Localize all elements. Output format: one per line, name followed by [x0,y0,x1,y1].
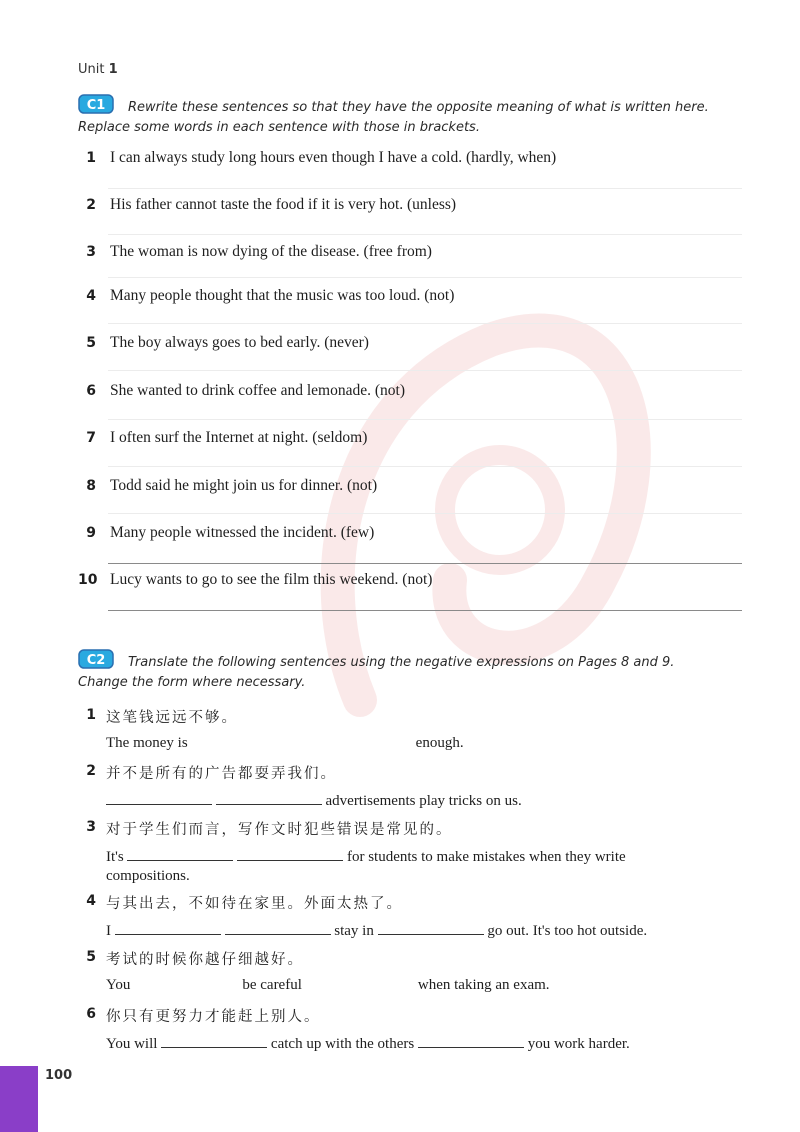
answer-blank[interactable] [115,920,221,935]
answer-blank[interactable] [418,1033,524,1048]
answer-blank[interactable] [378,920,484,935]
answer-line[interactable] [108,563,742,564]
answer-line[interactable] [108,370,742,371]
fill-sentence: The money is enough. [106,735,464,751]
answer-line[interactable] [108,610,742,611]
answer-line[interactable] [108,419,742,420]
answer-line[interactable] [108,466,742,467]
fill-sentence: I stay in go out. It's too hot outside. [106,920,706,941]
answer-line[interactable] [108,188,742,189]
chinese-sentence: 并不是所有的广告都耍弄我们。 [106,766,337,782]
c1-badge [78,94,114,114]
fill-sentence: advertisements play tricks on us. [106,790,706,811]
chinese-sentence: 这笔钱远远不够。 [106,710,238,726]
c2-header [78,649,728,693]
c1-instruction: Rewrite these sentences so that they have the opposite meaning of what is written here. Replace some words in each sentence with those in brackets. [78,100,709,135]
answer-line[interactable] [108,323,742,324]
answer-blank[interactable] [237,846,343,861]
answer-blank[interactable] [225,920,331,935]
svg-text:C2: C2 [86,653,106,668]
c1-header [78,94,728,138]
answer-line[interactable] [108,513,742,514]
answer-line[interactable] [108,234,742,235]
chinese-sentence: 与其出去，不如待在家里。外面太热了。 [106,896,403,912]
c2-badge [78,649,114,669]
page-number: 100 [45,1068,73,1083]
fill-sentence: You be careful when taking an exam. [106,977,550,993]
page-tab [0,1066,38,1132]
chinese-sentence: 你只有更努力才能赶上别人。 [106,1009,321,1025]
unit-label: Unit 1 [78,62,118,77]
fill-sentence: It's for students to make mistakes when they write compositions. [106,846,706,886]
answer-line[interactable] [108,277,742,278]
answer-blank[interactable] [161,1033,267,1048]
chinese-sentence: 考试的时候你越仔细越好。 [106,952,304,968]
chinese-sentence: 对于学生们而言，写作文时犯些错误是常见的。 [106,822,453,838]
c2-instruction: Translate the following sentences using the negative expressions on Pages 8 and 9. Change the form where necessary. [78,655,675,690]
answer-blank[interactable] [106,790,212,805]
fill-sentence: You will catch up with the others you work harder. [106,1033,706,1054]
answer-blank[interactable] [127,846,233,861]
svg-text:C1: C1 [86,98,106,113]
answer-blank[interactable] [216,790,322,805]
